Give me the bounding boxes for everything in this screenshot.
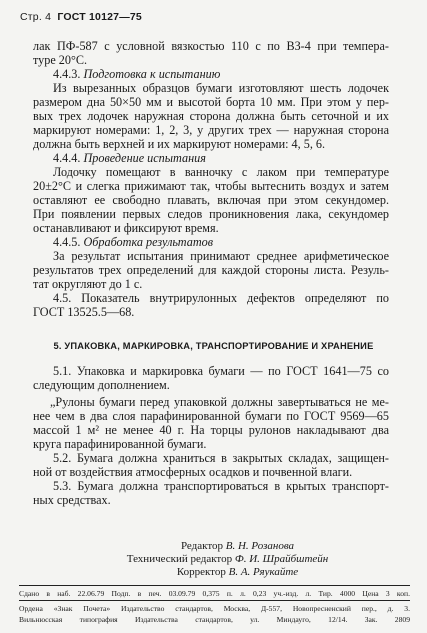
text-line: должна быть верхней и их маркируют номерами: 4, 5, 6. [33, 137, 326, 151]
text-line: „Рулоны бумаги перед упаковкой должны завертываться не ме- [50, 395, 389, 409]
section-heading: 5. УПАКОВКА, МАРКИРОВКА, ТРАНСПОРТИРОВАНИЕ И ХРАНЕНИЕ [53, 341, 374, 351]
credit-name: В. Н. Розанова [225, 540, 295, 552]
credit-tech-editor [14, 553, 427, 566]
subsection-number: 4.4.4. [53, 151, 81, 165]
credit-role: Технический редактор [126, 553, 233, 565]
text-line: За результат испытания принимают среднее арифметическое [53, 249, 389, 263]
credit-editor [24, 540, 427, 553]
text-line: 5.2. Бумага должна храниться в закрытых складах, защищен- [53, 451, 389, 465]
text-line: круга парафинированной бумаги. [33, 437, 207, 451]
text-line: ГОСТ 13525.5—68. [33, 305, 135, 319]
subsection-title: Подготовка к испытанию [83, 67, 221, 81]
page-number: Стр. 4 [20, 11, 52, 23]
text-line: вых трех лодочек наружная сторона должна быть сеточной и их [33, 109, 389, 123]
text-line: следующим дополнением. [33, 378, 170, 392]
text-line: 5.1. Упаковка и маркировка бумаги — по ГОСТ 1641—75 со [53, 364, 389, 378]
subsection-heading-4-4-3 [53, 67, 220, 81]
text-line: 5.3. Бумага должна транспортироваться в крытых транспорт- [53, 479, 389, 493]
subsection-heading-4-4-4 [53, 151, 206, 165]
imprint-line: Ордена «Знак Почета» Издательство стандартов, Москва, Д-557, Новопресненский пер., д. 3. [19, 604, 410, 613]
text-line: лак ПФ-587 с условной вязкостью 110 с по ВЗ-4 при темпера- [33, 39, 389, 53]
text-line: При появлении первых следов проникновения лака, секундомер [33, 207, 389, 221]
imprint-line: Вильнюсская типография Издательства стандартов, ул. Миндауго, 12/14. Зак. 2809 [19, 615, 410, 624]
imprint-line: Сдано в наб. 22.06.79 Подп. в печ. 03.09.79 0,375 п. л. 0,23 уч.-изд. л. Тир. 4000 Цена 3 коп. [19, 589, 410, 598]
subsection-number: 4.4.3. [53, 67, 81, 81]
text-line: нее чем в два слоя парафинированной бумаги по ГОСТ 9569—65 [33, 409, 389, 423]
text-line: 4.5. Показатель внутрирулонных дефектов определяют по [53, 291, 389, 305]
subsection-number: 4.4.5. [53, 235, 81, 249]
text-line: Из вырезанных образцов бумаги изготовляют шесть лодочек [53, 81, 389, 95]
text-line: тат округляют до 1 с. [33, 277, 143, 291]
text-line: результатов трех определений для каждой стороны листа. Резуль- [33, 263, 389, 277]
text-line: ной от воздействия атмосферных осадков и почвенной влаги. [33, 465, 353, 479]
credit-name: В. А. Ряукайте [228, 566, 299, 578]
text-line: массой 1 м² не менее 40 г. На торцы рулонов накладывают два [33, 423, 389, 437]
page-header [20, 11, 142, 23]
imprint-top-rule [19, 585, 410, 586]
text-line: останавливают и фиксируют время. [33, 221, 219, 235]
text-line: оставляют ее свободно плавать, включая при этом секундомер. [33, 193, 389, 207]
text-line: 20±2°С и слегка прижимают так, чтобы вытеснить воздух и затем [33, 179, 389, 193]
text-line: Лодочку помещают в ванночку с лаком при температуре [53, 165, 389, 179]
imprint-middle-rule [19, 600, 410, 601]
text-line: туре 20°С. [33, 53, 88, 67]
standard-code: ГОСТ 10127—75 [57, 11, 142, 23]
credit-name: Ф. И. Шрайбштейн [234, 553, 329, 565]
credit-role: Корректор [176, 566, 226, 578]
text-line: ных средствах. [33, 493, 111, 507]
subsection-title: Проведение испытания [83, 151, 206, 165]
credit-role: Редактор [180, 540, 223, 552]
text-line: размером дна 50×50 мм и высотой борта 10 мм. При этом у пер- [33, 95, 389, 109]
subsection-heading-4-4-5 [53, 235, 213, 249]
text-line: маркируют номерами: 1, 2, 3, у других трех — наружная сторона [33, 123, 389, 137]
credit-proofreader [24, 566, 427, 579]
subsection-title: Обработка результатов [83, 235, 214, 249]
